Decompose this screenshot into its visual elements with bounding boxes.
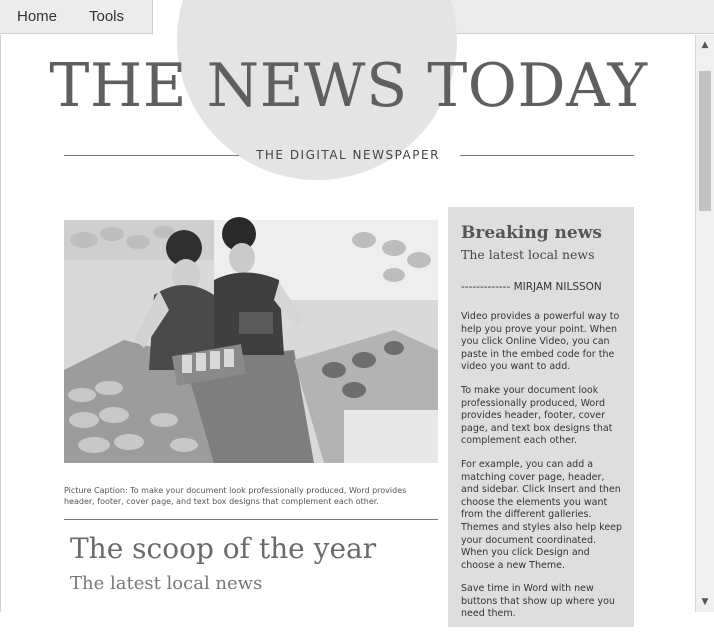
subtitle-rule-left [64,155,239,156]
sidebar-paragraph: To make your document look professionally produced, Word provides header, footer, cover page, and text box designs that complement each other. [461,384,613,447]
vertical-scrollbar[interactable] [695,35,714,612]
scroll-down-icon[interactable]: ▼ [701,597,709,607]
document-page [0,35,695,620]
menu-home[interactable]: Home [17,8,58,25]
bakery-photo-illustration [64,220,438,463]
newspaper-subtitle: THE DIGITAL NEWSPAPER [256,148,440,162]
sidebar-paragraph: Video provides a powerful way to help you prove your point. When you click Online Video, you can paste in the embed code for the video you want to add. [461,311,620,373]
sidebar-author: ------------- MIRJAM NILSSON [461,281,602,293]
story-divider [64,519,438,520]
masthead: THE NEWS TODAY [49,51,648,121]
sidebar-body [461,311,623,632]
breaking-news-sidebar [448,207,634,627]
scroll-up-icon[interactable]: ▲ [701,40,709,50]
picture-caption: Picture Caption: To make your document look professionally produced, Word provides header, footer, cover page, and text box designs that complement each other. [64,486,407,506]
sidebar-subtitle: The latest local news [461,247,595,262]
sidebar-paragraph: For example, you can add a matching cover page, header, and sidebar. Click Insert and then choose the elements you want from the different galleries. Themes and styles also help keep your document coordinated. When you click Design and choose a new Theme. [461,458,623,571]
bakery-photo [64,220,438,463]
sidebar-title: Breaking news [461,223,602,243]
story-subtitle: The latest local news [70,573,263,594]
story-title: The scoop of the year [70,532,377,565]
scroll-thumb[interactable] [699,71,711,211]
subtitle-rule-right [460,155,634,156]
sidebar-paragraph: Save time in Word with new buttons that show up where you need them. [461,583,615,620]
menu-tools[interactable]: Tools [89,8,125,25]
